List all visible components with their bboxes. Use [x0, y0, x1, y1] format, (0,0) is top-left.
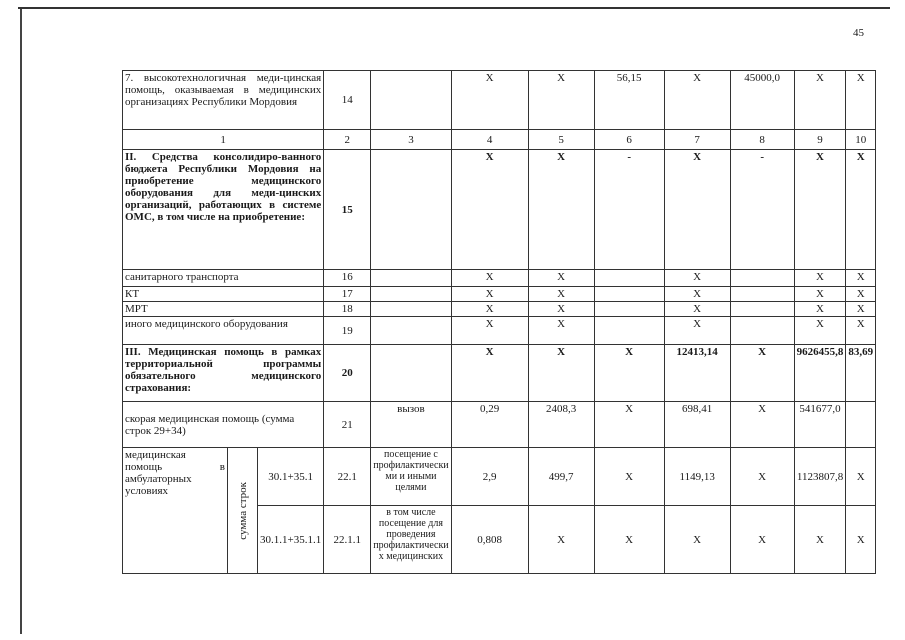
sub-rows-cell: 30.1+35.1	[258, 448, 324, 506]
table-cell: -	[730, 150, 794, 270]
table-cell: Х	[664, 150, 730, 270]
table-cell	[371, 150, 451, 270]
table-row-consolidated	[123, 150, 876, 270]
table-cell: 0,808	[451, 506, 528, 574]
budget-table	[122, 70, 876, 574]
table-cell: Х	[451, 345, 528, 402]
left-rule	[20, 9, 22, 634]
row-label: иного медицинского оборудования	[123, 317, 324, 345]
unit-cell: в том числе посещение для проведения профилактически х медицинских	[371, 506, 451, 574]
table-row-mri	[123, 302, 876, 317]
table-cell: Х	[794, 71, 846, 130]
table-cell: Х	[451, 287, 528, 302]
table-cell: 698,41	[664, 402, 730, 448]
sum-rows-label: сумма строк	[236, 481, 249, 540]
table-row-highcare	[123, 71, 876, 130]
table-cell	[371, 345, 451, 402]
table-cell: 541677,0	[794, 402, 846, 448]
table-cell	[371, 302, 451, 317]
table-cell: Х	[528, 317, 594, 345]
column-number: 5	[528, 130, 594, 150]
unit-cell: вызов	[371, 402, 451, 448]
row-number: 14	[324, 71, 371, 130]
table-cell: Х	[794, 150, 846, 270]
table-cell: Х	[794, 506, 846, 574]
table-cell: Х	[451, 317, 528, 345]
table-cell: Х	[528, 71, 594, 130]
table-cell: Х	[664, 302, 730, 317]
top-rule	[18, 7, 890, 9]
table-row-transport	[123, 270, 876, 287]
table-cell: Х	[528, 150, 594, 270]
table-cell: -	[594, 150, 664, 270]
column-number: 8	[730, 130, 794, 150]
row-number: 22.1	[324, 448, 371, 506]
row-label: санитарного транспорта	[123, 270, 324, 287]
table-cell: Х	[594, 506, 664, 574]
table-cell	[846, 402, 876, 448]
column-number: 1	[123, 130, 324, 150]
column-number: 3	[371, 130, 451, 150]
table-cell: 499,7	[528, 448, 594, 506]
row-label: медицинская помощь в амбулаторных условиях	[123, 448, 228, 574]
table-cell: 2408,3	[528, 402, 594, 448]
table-row-outpatient	[123, 448, 876, 506]
table-cell: 12413,14	[664, 345, 730, 402]
row-number: 21	[324, 402, 371, 448]
table-cell: Х	[664, 506, 730, 574]
table-cell: Х	[594, 402, 664, 448]
row-number: 18	[324, 302, 371, 317]
sum-rows-cell	[228, 448, 258, 574]
table-cell	[730, 302, 794, 317]
table-cell	[371, 287, 451, 302]
table-cell	[594, 317, 664, 345]
row-number: 16	[324, 270, 371, 287]
table-cell: Х	[730, 506, 794, 574]
table-cell: 2,9	[451, 448, 528, 506]
table-cell: Х	[846, 270, 876, 287]
table-cell: Х	[846, 150, 876, 270]
sub-rows-cell: 30.1.1+35.1.1	[258, 506, 324, 574]
table-cell: Х	[846, 506, 876, 574]
column-number: 7	[664, 130, 730, 150]
row-label: III. Медицинская помощь в рамках территориальной программы обязательного медицинского страхования:	[123, 345, 324, 402]
row-number: 15	[324, 150, 371, 270]
column-number: 10	[846, 130, 876, 150]
table-cell: Х	[846, 302, 876, 317]
table-cell: Х	[664, 270, 730, 287]
table-cell	[371, 71, 451, 130]
table-row-territorial-program	[123, 345, 876, 402]
column-number: 4	[451, 130, 528, 150]
row-number: 17	[324, 287, 371, 302]
row-label: II. Средства консолидиро-ванного бюджета Республики Мордовия на приобретение медицинского оборудования для меди-цинских организаций, работающих в системе ОМС, в том числе на приобретение:	[123, 150, 324, 270]
table-cell	[594, 302, 664, 317]
column-number: 2	[324, 130, 371, 150]
table-cell: 83,69	[846, 345, 876, 402]
unit-cell: посещение с профилактически ми и иными целями	[371, 448, 451, 506]
table-cell: Х	[528, 302, 594, 317]
table-row-other-equipment	[123, 317, 876, 345]
table-cell: Х	[730, 345, 794, 402]
table-cell: 9626455,8	[794, 345, 846, 402]
row-label: скорая медицинская помощь (сумма строк 29+34)	[123, 402, 324, 448]
table-cell: Х	[528, 506, 594, 574]
table-cell: Х	[846, 317, 876, 345]
table-cell: Х	[528, 345, 594, 402]
row-number: 20	[324, 345, 371, 402]
table-cell: Х	[846, 71, 876, 130]
table-cell	[730, 270, 794, 287]
table-row-ambulance	[123, 402, 876, 448]
table-cell	[594, 287, 664, 302]
column-number: 9	[794, 130, 846, 150]
table-row-column-numbers	[123, 130, 876, 150]
row-label: КТ	[123, 287, 324, 302]
table-cell	[371, 270, 451, 287]
table-cell: Х	[730, 448, 794, 506]
row-number: 19	[324, 317, 371, 345]
table-cell: Х	[664, 71, 730, 130]
table-cell: Х	[451, 71, 528, 130]
table-cell: Х	[846, 448, 876, 506]
table-cell	[371, 317, 451, 345]
column-number: 6	[594, 130, 664, 150]
table-cell: Х	[794, 302, 846, 317]
row-label: МРТ	[123, 302, 324, 317]
table-cell: Х	[664, 287, 730, 302]
table-cell: Х	[730, 402, 794, 448]
row-label: 7. высокотехнологичная меди-цинская помощь, оказываемая в медицинских организациях Республики Мордовия	[123, 71, 324, 130]
table-cell: Х	[451, 150, 528, 270]
table-cell: Х	[664, 317, 730, 345]
table-cell: Х	[528, 287, 594, 302]
table-cell: Х	[594, 345, 664, 402]
table-cell: Х	[794, 317, 846, 345]
table-cell: Х	[794, 270, 846, 287]
table-cell: Х	[794, 287, 846, 302]
table-cell: 1149,13	[664, 448, 730, 506]
page-number: 45	[853, 27, 864, 39]
table-cell: Х	[594, 448, 664, 506]
table-cell: Х	[528, 270, 594, 287]
table-cell: 45000,0	[730, 71, 794, 130]
table-cell: 56,15	[594, 71, 664, 130]
table-cell	[730, 287, 794, 302]
table-cell	[594, 270, 664, 287]
table-row-ct	[123, 287, 876, 302]
table-cell: 0,29	[451, 402, 528, 448]
table-cell: Х	[451, 302, 528, 317]
table-cell: Х	[451, 270, 528, 287]
row-number: 22.1.1	[324, 506, 371, 574]
table-cell	[730, 317, 794, 345]
table-cell: Х	[846, 287, 876, 302]
table-cell: 1123807,8	[794, 448, 846, 506]
